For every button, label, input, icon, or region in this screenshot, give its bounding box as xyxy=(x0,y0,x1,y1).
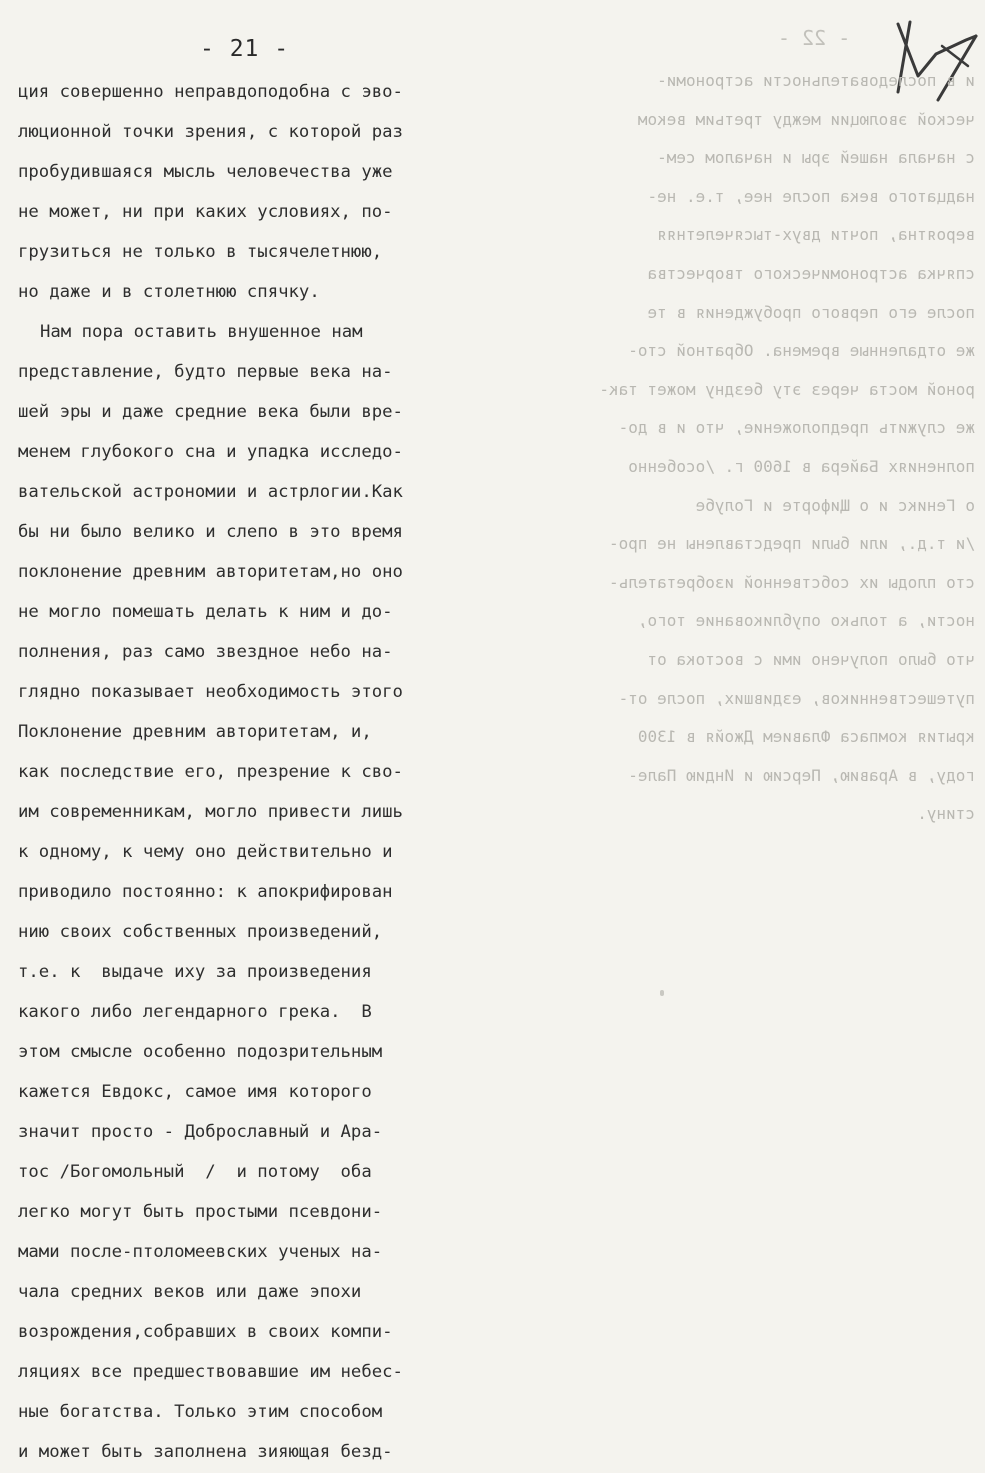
bleed-text-line: и в последовательности астрономи- xyxy=(657,71,975,90)
text-line: тос /Богомольный / и потому оба xyxy=(18,1162,372,1182)
bleed-text-line: о Геникс и о Щифорте и Голубе xyxy=(695,495,975,515)
text-line: представление, будто первые века на- xyxy=(18,362,393,382)
bleed-text-line: ческой эволюции между третьим веком xyxy=(637,109,975,129)
text-line: легко могут быть простыми псевдони- xyxy=(18,1202,383,1222)
paper-smudge xyxy=(660,990,664,996)
bleed-text-line: надцатого века после нее, т.е. не- xyxy=(647,186,975,206)
text-line: возрождения,собравших в своих компи- xyxy=(18,1322,393,1342)
bleed-text-line: году, в Аравию, Персию и Индию Пале- xyxy=(628,765,975,785)
text-line: Поклонение древним авторитетам, и, xyxy=(18,722,372,742)
text-line: не может, ни при каких условиях, по- xyxy=(18,202,393,222)
text-line: как последствие его, презрение к сво- xyxy=(18,762,403,782)
bleed-text-line: же отдаленные времена. Обратной сто- xyxy=(628,341,975,361)
text-line: им современникам, могло привести лишь xyxy=(18,802,403,822)
text-line: люционной точки зрения, с которой раз xyxy=(18,122,403,142)
bleed-through-text xyxy=(505,62,985,834)
text-line: грузиться не только в тысячелетнюю, xyxy=(18,242,383,262)
bleed-text-line: стину. xyxy=(917,804,975,824)
bleed-text-line: крытия компаса Флавием Джойя в 1300 xyxy=(637,727,975,747)
bleed-text-line: /и т.д., или были представлены не про- xyxy=(608,534,975,554)
text-line: ные богатства. Только этим способом xyxy=(18,1402,383,1422)
text-line: Нам пора оставить внушенное нам xyxy=(40,322,363,342)
bleed-text-line: путешественников, ездивших, после от- xyxy=(618,688,975,708)
text-line: ция совершенно неправдоподобна с эво- xyxy=(18,82,403,102)
text-line: и может быть заполнена зияющая безд- xyxy=(18,1442,393,1462)
bleed-text-line: спячка астрономического творчества xyxy=(647,263,975,283)
bleed-text-line: после его первого пробуждения в те xyxy=(647,302,975,322)
text-line: приводило постоянно: к апокрифирован xyxy=(18,882,393,902)
text-line: полнения, раз само звездное небо на- xyxy=(18,642,393,662)
text-line: к одному, к чему оно действительно и xyxy=(18,842,393,862)
text-line: но даже и в столетнюю спячку. xyxy=(18,282,320,302)
text-line: кажется Евдокс, самое имя которого xyxy=(18,1082,372,1102)
text-line: менем глубокого сна и упадка исследо- xyxy=(18,442,403,462)
text-line: бы ни было велико и слепо в это время xyxy=(18,522,403,542)
text-line: не могло помешать делать к ним и до- xyxy=(18,602,393,622)
text-line: т.е. к выдаче иху за произведения xyxy=(18,962,372,982)
text-line: значит просто - Доброславный и Ара- xyxy=(18,1122,383,1142)
text-line: мами после-птоломеевских ученых на- xyxy=(18,1242,383,1262)
text-line: глядно показывает необходимость этого xyxy=(18,682,403,702)
text-line: ляциях все предшествовавшие им небес- xyxy=(18,1362,403,1382)
text-line: какого либо легендарного грека. В xyxy=(18,1002,372,1022)
text-line: вательской астрономии и астрлогии.Как xyxy=(18,482,403,502)
bleed-page-number: - 22 - xyxy=(778,26,851,50)
bleed-text-line: вероятна, почти двух-тысячелетняя xyxy=(657,225,975,245)
text-line: чала средних веков или даже эпохи xyxy=(18,1282,362,1302)
bleed-text-line: что было получено ими с востока от xyxy=(647,649,975,669)
bleed-text-line: роной моста через эту бездну может так- xyxy=(599,379,975,399)
bleed-text-line: ности, а только опубликование того, xyxy=(637,611,975,631)
text-line: пробудившаяся мысль человечества уже xyxy=(18,162,393,182)
left-column-text xyxy=(18,72,518,1472)
bleed-text-line: сто плоды их собственной изобретатель- xyxy=(608,572,975,592)
text-line: нию своих собственных произведений, xyxy=(18,922,383,942)
text-line: шей эры и даже средние века были вре- xyxy=(18,402,403,422)
text-line: этом смысле особенно подозрительным xyxy=(18,1042,383,1062)
bleed-text-line: же служить предположение, что и в до- xyxy=(618,418,975,438)
text-line: поклонение древним авторитетам,но оно xyxy=(18,562,403,582)
bleed-text-line: полнениях Байера в 1600 г. /особенно xyxy=(628,456,975,476)
page-number: - 21 - xyxy=(200,36,290,62)
bleed-text-line: с начала нашей эры и началом сем- xyxy=(657,148,975,168)
